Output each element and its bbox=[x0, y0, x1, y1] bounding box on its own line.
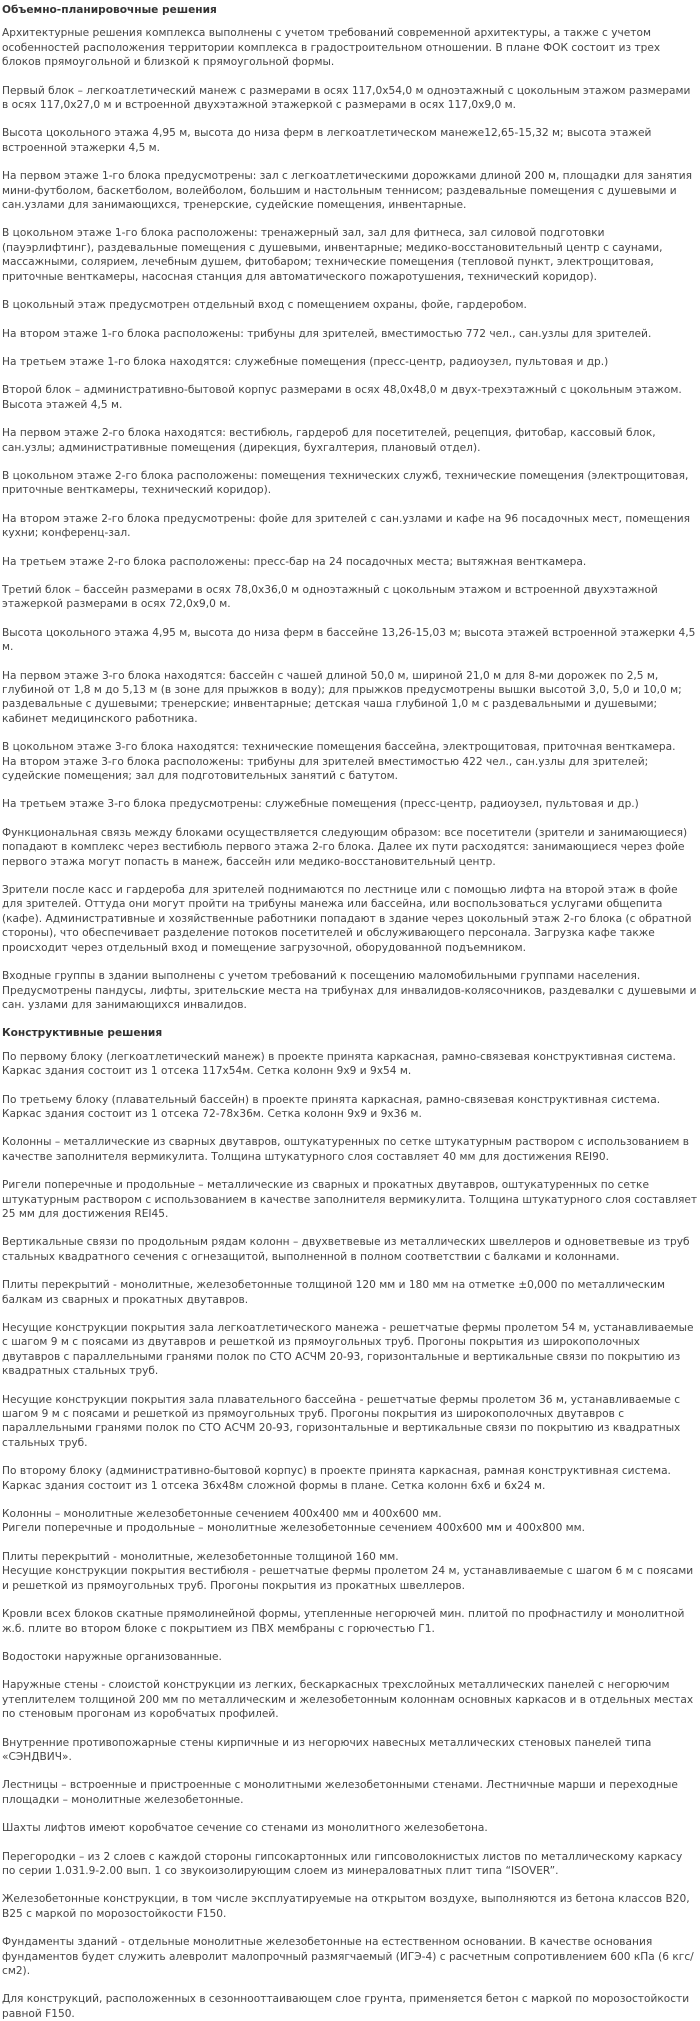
paragraph: Водостоки наружные организованные. bbox=[2, 1650, 222, 1663]
paragraph: На первом этаже 3-го блока находятся: бассейн с чашей длиной 50,0 м, шириной 21,0 м для 8-ми дорожек по 2,5 м, глубиной от 1,8 м до 5,13 м (в зоне для прыжков в воду); для прыжков предусмотрены вышки высотой 3,0, 5,0 и 10,0 м; раздевальные с душевыми; тренерские; инвентарные; детская чаша глубиной 1,0 м с раздевальными и душевыми; кабинет медицинского работника. bbox=[2, 669, 682, 725]
paragraph: В цокольном этаже 2-го блока расположены: помещения технических служб, технические помещения (электрощитовая, приточные венткамеры, технический коридор). bbox=[2, 469, 689, 497]
paragraph: Перегородки – из 2 слоев с каждой стороны гипсокартонных или гипсоволокнистых листов по металлическому каркасу по серии 1.031.9-2.00 вып. 1 со звукоизолирующим слоем из минераловатных плит типа “ISOVER”. bbox=[2, 1850, 683, 1877]
paragraph: Плиты перекрытий - монолитные, железобетонные толщиной 120 мм и 180 мм на отметке ±0,000 по металлическим балкам из сварных и прокатных двутавров. bbox=[2, 1279, 666, 1306]
paragraph: Вертикальные связи по продольным рядам колонн – двухветвевые из металлических швеллеров и одноветвевые из труб стальных квадратного сечения с огнезащитой, выполненной в полном соответствии с балками и колоннами. bbox=[2, 1236, 690, 1263]
paragraph: Высота цокольного этажа 4,95 м, высота до низа ферм в легкоатлетическом манеже12,65-15,32 м; высота этажей встроенной этажерки 4,5 м. bbox=[2, 127, 652, 154]
paragraph: На третьем этаже 3-го блока предусмотрены: служебные помещения (пресс-центр, радиоузел, пультовая и др.) bbox=[2, 798, 639, 811]
paragraph: Входные группы в здании выполнены с учетом требований к посещению маломобильными группами населения. Предусмотрены пандусы, лифты, зрительские места на трибунах для инвалидов-колясочников, раздевалки с душевыми и сан. узлами для занимающихся инвалидов. bbox=[2, 970, 697, 1011]
section-heading: Объемно-планировочные решения bbox=[2, 4, 217, 16]
paragraph: Колонны – монолитные железобетонные сечением 400х400 мм и 400х600 мм. Ригели поперечные и продольные – монолитные железобетонные сечением 400х600 мм и 400х800 мм. bbox=[2, 1508, 586, 1535]
paragraph: На первом этаже 2-го блока находятся: вестибюль, гардероб для посетителей, рецепция, фитобар, кассовый блок, сан.узлы; административные помещения (дирекция, бухгалтерия, плановый отдел). bbox=[2, 427, 656, 454]
paragraph: Несущие конструкции покрытия зала плавательного бассейна - решетчатые фермы пролетом 36 м, устанавливаемые с шагом 9 м с поясами и решеткой из прямоугольных труб. Прогоны покрытия из широкополочных двутавров с параллельными гранями полок по СТО АСЧМ 20-93, горизонтальные и вертикальные связи по покрытию из квадратных стальных труб. bbox=[2, 1393, 681, 1449]
paragraph: Функциональная связь между блоками осуществляется следующим образом: все посетители (зрители и занимающиеся) попадают в комплекс через вестибюль первого этажа 2-го блока. Далее их пути расходятся: занимающиеся через фойе первого этажа могут попасть в манеж, бассейн или медико-восстановительный центр. bbox=[2, 826, 688, 868]
paragraph: На втором этаже 2-го блока предусмотрены: фойе для зрителей с сан.узлами и кафе на 96 посадочных мест, помещения кухни; конференц-зал. bbox=[2, 512, 691, 540]
paragraph: Зрители после касс и гардероба для зрителей поднимаются по лестнице или с помощью лифта на второй этаж в фойе для зрителей. Оттуда они могут пройти на трибуны манежа или бассейна, или воспользоваться услугами общепита (кафе). Административные и хозяйственные работники попадают в здание через цокольный этаж 2-го блока (с обратной стороны), что обеспечивает разделение потоков посетителей и обслуживающего персонала. Загрузка кафе также происходит через отдельный вход и помещение загрузочной, оборудованной подъемником. bbox=[2, 884, 692, 954]
paragraph: Колонны – металлические из сварных двутавров, оштукатуренных по сетке штукатурным раствором с использованием в качестве заполнителя вермикулита. Толщина штукатурного слоя составляет 40 мм для достижения REI90. bbox=[2, 1136, 689, 1163]
paragraph: В цокольном этаже 3-го блока находятся: технические помещения бассейна, электрощитовая, приточная венткамера. На втором этаже 3-го блока расположены: трибуны для зрителей вместимостью 422 чел., сан.узлы для зрителей; судейские помещения; зал для подготовительных занятий с батутом. bbox=[2, 741, 676, 783]
paragraph: Лестницы – встроенные и пристроенные с монолитными железобетонными стенами. Лестничные марши и переходные площадки – монолитные железобетонные. bbox=[2, 1779, 678, 1806]
paragraph: По третьему блоку (плавательный бассейн) в проекте принята каркасная, рамно-связевая конструктивная система. Каркас здания состоит из 1 отсека 72-78х36м. Сетка колонн 9х9 и 9х36 м. bbox=[2, 1093, 661, 1120]
paragraph: Плиты перекрытий - монолитные, железобетонные толщиной 160 мм. Несущие конструкции покрытия вестибюля - решетчатые фермы пролетом 24 м, устанавливаемые с шагом 6 м с поясами и решеткой из прямоугольных труб. Прогоны покрытия из прокатных швеллеров. bbox=[2, 1550, 694, 1592]
paragraph: Кровли всех блоков скатные прямолинейной формы, утепленные негорючей мин. плитой по профнастилу и монолитной ж.б. плите во втором блоке с покрытием из ПВХ мембраны с горючестью Г1. bbox=[2, 1608, 685, 1635]
paragraph: Фундаменты зданий - отдельные монолитные железобетонные на естественном основании. В качестве основания фундаментов будет служить алевролит малопрочный размягчаемый (ИГЭ-4) с расчетным сопротивлением 600 кПа (6 кгс/см2). bbox=[2, 1936, 694, 1977]
paragraph: В цокольный этаж предусмотрен отдельный вход с помещением охраны, фойе, гардеробом. bbox=[2, 299, 527, 312]
paragraph: На первом этаже 1-го блока предусмотрены: зал с легкоатлетическими дорожками длиной 200 м, площадки для занятия мини-футболом, баскетболом, волейболом, большим и настольным теннисом; раздевальные помещения с душевыми и сан.узлами для занимающихся, тренерские, судейские помещения, инвентарные. bbox=[2, 170, 692, 212]
paragraph: Ригели поперечные и продольные – металлические из сварных и прокатных двутавров, оштукатуренных по сетке штукатурным раствором с использованием в качестве заполнителя вермикулита. Толщина штукатурного слоя составляет 25 мм для достижения REI45. bbox=[2, 1179, 698, 1220]
paragraph: Для конструкций, расположенных в сезоннооттаивающем слое грунта, применяется бетон с маркой по морозостойкости равной F150. bbox=[2, 1993, 690, 2020]
paragraph: Первый блок – легкоатлетический манеж с размерами в осях 117,0х54,0 м одноэтажный с цокольным этажом размерами в осях 117,0х27,0 м и встроенной двухэтажной этажеркой с размерами в осях 117,0х9,0 м. bbox=[2, 84, 691, 112]
paragraph: На третьем этаже 1-го блока находятся: служебные помещения (пресс-центр, радиоузел, пультовая и др.) bbox=[2, 355, 609, 368]
paragraph: Железобетонные конструкции, в том числе эксплуатируемые на открытом воздухе, выполняются из бетона классов В20, В25 с маркой по морозостойкости F150. bbox=[2, 1893, 690, 1920]
paragraph: Несущие конструкции покрытия зала легкоатлетического манежа - решетчатые фермы пролетом 54 м, устанавливаемые с шагом 9 м с поясами из двутавров и решеткой из прямоугольных труб. Прогоны покрытия из широкополочных двутавров с параллельными гранями полок по СТО АСЧМ 20-93, горизонтальные и вертикальные связи по покрытию из квадратных стальных труб. bbox=[2, 1322, 694, 1378]
paragraph: Третий блок – бассейн размерами в осях 78,0х36,0 м одноэтажный с цокольным этажом и встроенной двухэтажной этажеркой размерами в осях 72,0х9,0 м. bbox=[2, 583, 658, 611]
paragraph: Второй блок – административно-бытовой корпус размерами в осях 48,0х48,0 м двух-трехэтажный с цокольным этажом. Высота этажей 4,5 м. bbox=[2, 384, 682, 411]
paragraph: По второму блоку (административно-бытовой корпус) в проекте принята каркасная, рамная конструктивная система. Каркас здания состоит из 1 отсека 36х48м сложной формы в плане. Сетка колонн 6х6 и 6х24 м. bbox=[2, 1465, 671, 1492]
paragraph: В цокольном этаже 1-го блока расположены: тренажерный зал, зал для фитнеса, зал силовой подготовки (пауэрлифтинг), раздевальные помещения с душевыми, инвентарные; медико-восстановительный центр с саунами, массажными, солярием, лечебным душем, фитобаром; технические помещения (тепловой пункт, электрощитовая, приточные венткамеры, насосная станция для автоматического пожаротушения, технический коридор). bbox=[2, 227, 663, 283]
paragraph: Шахты лифтов имеют коробчатое сечение со стенами из монолитного железобетона. bbox=[2, 1822, 488, 1835]
paragraph: На третьем этаже 2-го блока расположены: пресс-бар на 24 посадочных места; вытяжная венткамера. bbox=[2, 555, 587, 568]
paragraph: На втором этаже 1-го блока расположены: трибуны для зрителей, вместимостью 772 чел., сан.узлы для зрителей. bbox=[2, 327, 652, 340]
section-heading: Конструктивные решения bbox=[2, 1027, 163, 1040]
paragraph: Внутренние противопожарные стены кирпичные и из негорючих навесных металлических стеновых панелей типа «СЭНДВИЧ». bbox=[2, 1736, 652, 1763]
paragraph: По первому блоку (легкоатлетический манеж) в проекте принята каркасная, рамно-связевая конструктивная система. Каркас здания состоит из 1 отсека 117х54м. Сетка колонн 9х9 и 9х54 м. bbox=[2, 1050, 676, 1078]
paragraph: Наружные стены - слоистой конструкции из легких, бескаркасных трехслойных металлических панелей с негорючим утеплителем толщиной 200 мм по металлическим и железобетонным колоннам основных каркасов и в отдельных местах по стеновым прогонам из коробчатых профилей. bbox=[2, 1679, 694, 1721]
paragraph: Высота цокольного этажа 4,95 м, высота до низа ферм в бассейне 13,26-15,03 м; высота этажей встроенной этажерки 4,5 м. bbox=[2, 626, 696, 654]
paragraph: Архитектурные решения комплекса выполнены с учетом требований современной архитектуры, а также с учетом особенностей расположения территории комплекса в градостроительном отношении. В плане ФОК состоит из трех блоков прямоугольной и близкой к прямоугольной формы. bbox=[2, 27, 661, 69]
